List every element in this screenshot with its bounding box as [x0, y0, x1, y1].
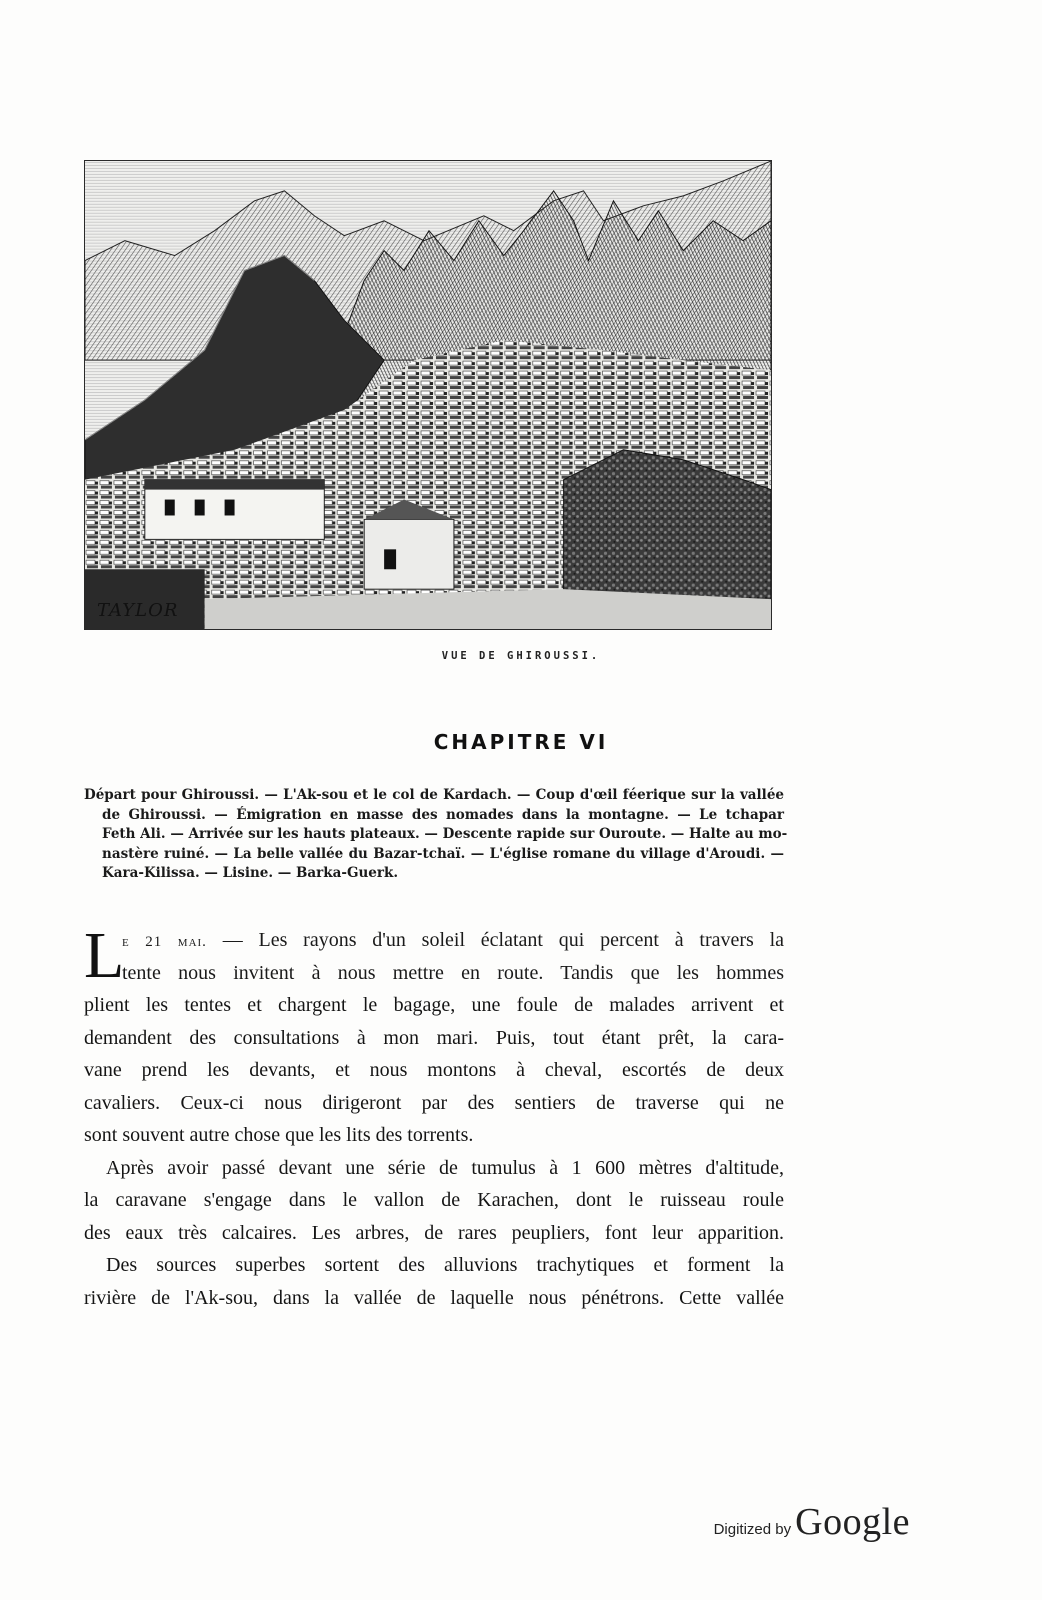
body-line: [122, 924, 784, 957]
body-line: cavaliers. Ceux-ci nous dirigeront par des sentiers de traverse qui ne: [84, 1091, 784, 1114]
illustration-caption: VUE DE GHIROUSSI.: [441, 650, 601, 662]
summary-line: de Ghiroussi. — Émigration en masse des nomades dans la montagne. — Le tchapar: [102, 806, 784, 823]
body-line: la caravane s'engage dans le vallon de Karachen, dont le ruisseau roule: [84, 1189, 784, 1211]
digitized-label: Digitized by: [713, 1521, 792, 1538]
first-line-text: — Les rayons d'un soleil éclatant qui percent à travers la: [222, 929, 785, 951]
summary-line: Feth Ali. — Arrivée sur les hauts plateaux. — Descente rapide sur Ouroute. — Halte au mo-: [102, 826, 788, 842]
body-line: des eaux très calcaires. Les arbres, de rares peupliers, font leur apparition.: [84, 1221, 784, 1244]
summary-line: nastère ruiné. — La belle vallée du Bazar-tchaï. — L'église romane du village d'Aroudi. —: [102, 845, 784, 862]
opening-lines: [122, 924, 784, 989]
body-line: Après avoir passé devant une série de tumulus à 1 600 mètres d'altitude,: [106, 1156, 784, 1179]
chapter-summary: [84, 786, 788, 884]
summary-line: Départ pour Ghiroussi. — L'Ak-sou et le col de Kardach. — Coup d'œil féerique sur la vallée: [84, 787, 784, 803]
body-line: rivière de l'Ak-sou, dans la vallée de laquelle nous pénétrons. Cette vallée: [84, 1286, 784, 1309]
chapter-title: CHAPITRE VI: [433, 730, 609, 754]
body-line: demandent des consultations à mon mari. Puis, tout étant prêt, la cara-: [84, 1026, 784, 1049]
body-paragraphs: [84, 989, 784, 1314]
body-line: sont souvent autre chose que les lits des torrents.: [84, 1124, 474, 1146]
google-logo: Google: [795, 1501, 910, 1543]
body-line: Des sources superbes sortent des alluvions trachytiques et forment la: [106, 1254, 784, 1276]
date-smallcaps: e 21 mai.: [122, 934, 207, 950]
mountain-village-engraving: [85, 161, 771, 629]
engraving-illustration: [84, 160, 772, 630]
drop-cap: L: [84, 919, 125, 992]
summary-line: Kara-Kilissa. — Lisine. — Barka-Guerk.: [102, 865, 399, 881]
body-line: vane prend les devants, et nous montons à cheval, escortés de deux: [84, 1059, 784, 1081]
artist-signature: TAYLOR: [97, 600, 179, 621]
body-line: tente nous invitent à nous mettre en route. Tandis que les hommes: [122, 961, 784, 984]
digitized-by-google-watermark: [714, 1500, 910, 1544]
body-line: plient les tentes et chargent le bagage, une foule de malades arrivent et: [84, 994, 784, 1016]
